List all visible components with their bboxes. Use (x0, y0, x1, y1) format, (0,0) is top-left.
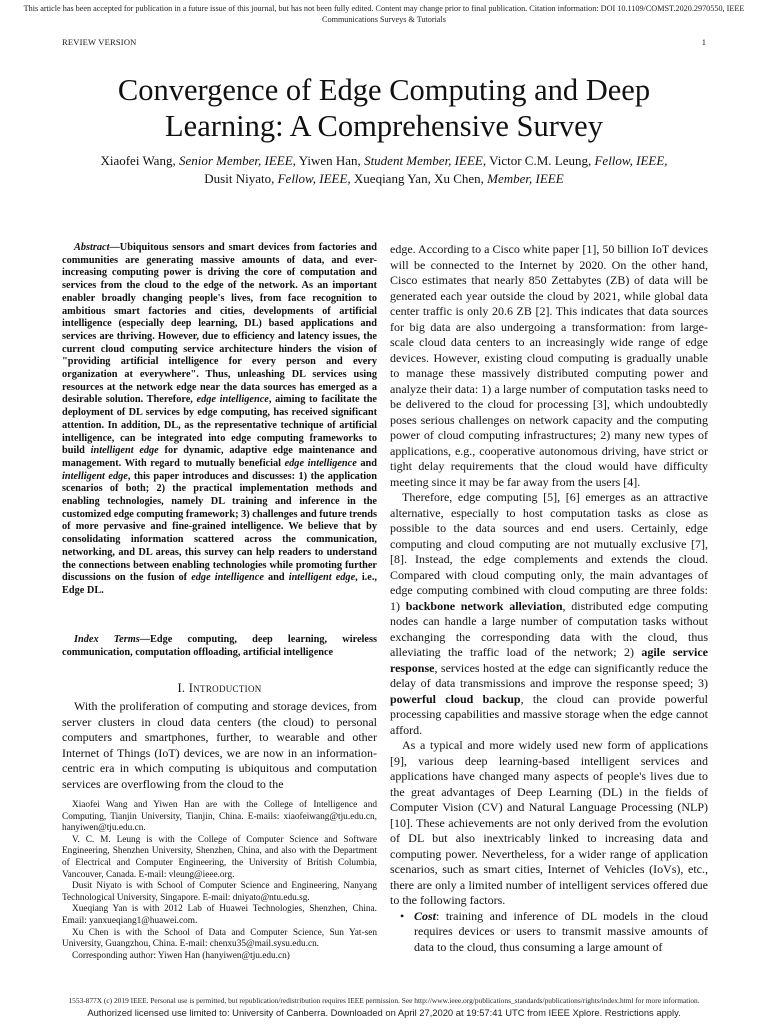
page-number: 1 (701, 37, 706, 47)
abstract-text: , i.e., Edge DL. (62, 572, 377, 596)
paper-title: Convergence of Edge Computing and Deep Learning: A Comprehensive Survey (117, 73, 651, 143)
body-paragraph: edge. According to a Cisco white paper [1], 50 billion IoT devices will be connected to the Internet by 2020. On the other hand, Cisco estimates that nearly 850 Zettabytes (ZB) of data will be generated each year outside the cloud by 2021, while global data center traffic is only 20.6 ZB [2]. This indicates that data sources for big data are also undergoing a transformation: from large-scale cloud data centers to an increasingly wide range of edge devices. However, existing cloud computing is gradually unable to manage these massively distributed computing power and analyze their data: 1) a large number of computation tasks need to be delivered to the cloud for processing [3], which undoubtedly poses serious challenges on network capacity and the computing power of cloud computing infrastructures; 2) many new types of applications, e.g., cooperative autonomous driving, have strict or tight delay requirements that the cloud would have difficulty meeting since it may be far away from the users [4]. (390, 242, 708, 489)
footnote: Xueqiang Yan is with 2012 Lab of Huawei Technologies, Shenzhen, China. Email: yanxueqiang1@huawei.com. (62, 904, 377, 926)
abstract-text: , aiming to facilitate the deployment of DL services by edge computing, has received significant attention. In addition, DL, as the representative technique of artificial intelligence, can be integrated into edge computing frameworks to build (62, 394, 377, 457)
author-name: Dusit Niyato, (204, 171, 275, 186)
index-terms (62, 634, 377, 659)
author-role: Fellow, IEEE, (277, 171, 351, 186)
review-version-label: REVIEW VERSION (62, 37, 137, 47)
author-name: Xueqiang Yan, Xu Chen, (353, 171, 484, 186)
bold-term: agile service response (390, 645, 708, 675)
author-list (70, 152, 698, 188)
section-heading (62, 681, 377, 696)
index-terms-text: —Edge computing, deep learning, wireless communication, computation offloading, artificial intelligence (62, 634, 377, 658)
abstract-text: for dynamic, adaptive edge maintenance and management. With regard to mutually beneficial (62, 445, 378, 469)
abstract-text: , this paper introduces and discusses: 1) the application scenarios of both; 2) the practical implementation methods and enabling technologies, namely DL training and inference in the customized edge computing framework; 3) challenges and future trends of more pervasive and fine-grained intelligence. We believe that by consolidating information scattered across the communication, networking, and DL areas, this survey can help readers to understand the connections between enabling technologies while promoting further discussions on the fusion of (62, 470, 377, 584)
list-item (390, 909, 708, 956)
abstract-emphasis: intelligent edge (288, 572, 356, 584)
license-footer: Authorized licensed use limited to: University of Canberra. Downloaded on April 27,2020 at 19:57:41 UTC from IEEE Xplore. Restrictions apply. (87, 1007, 681, 1018)
author-name: Xiaofei Wang, (100, 153, 176, 168)
abstract-heading: Abstract (74, 242, 110, 253)
author-role: Fellow, IEEE, (594, 153, 668, 168)
index-terms-heading: Index Terms (74, 634, 140, 645)
author-role: Senior Member, IEEE, (178, 153, 296, 168)
footnote: V. C. M. Leung is with the College of Computer Science and Software Engineering, Shenzhen University, Shenzhen, China, and also with the Department of Electrical and Computer Engineering, the University of British Columbia, Vancouver, Canada. E-mail: vleung@ieee.org. (62, 834, 377, 880)
section-title: Introduction (188, 681, 262, 695)
author-name: Yiwen Han, (298, 153, 361, 168)
footnote: Corresponding author: Yiwen Han (hanyiwen@tju.edu.cn) (72, 950, 290, 961)
abstract-text: —Ubiquitous sensors and smart devices from factories and communities are generating massive amounts of data, and ever-increasing computing power is driving the core of computation and services from the cloud to the edge of the network. As an important enabler broadly changing people's lives, from face recognition to ambitious smart factories and cities, developments of artificial intelligence (especially deep learning, DL) based applications and services are thriving. However, due to efficiency and latency issues, the current cloud computing service architecture hinders the vision of "providing artificial intelligence for every person and every organization at everywhere". Thus, unleashing DL services using resources at the network edge near the data sources has emerged as a desirable solution. Therefore, (62, 242, 377, 406)
copyright-footer: 1553-877X (c) 2019 IEEE. Personal use is permitted, but republication/redistribution requires IEEE permission. See http://www.ieee.org/publications_standards/publications/rights/index.html for more information. (68, 996, 700, 1005)
author-role: Student Member, IEEE, (364, 153, 487, 168)
abstract-emphasis: edge intelligence (191, 572, 264, 584)
footnote: Xiaofei Wang and Yiwen Han are with the College of Intelligence and Computing, Tianjin University, Tianjin, China. E-mails: xiaofeiwang@tju.edu.cn, hanyiwen@tju.edu.cn. (62, 800, 377, 834)
body-paragraph: As a typical and more widely used new form of applications [9], various deep learning-based intelligent services and applications have changed many aspects of people's lives due to the great advantages of Deep Learning (DL) in the fields of Computer Vision (CV) and Natural Language Processing (NLP) [10]. These achievements are not only derived from the evolution of DL but also inextricably linked to increasing data and computing power. Nevertheless, for a wider range of application scenarios, such as smart cities, Internet of Vehicles (IoVs), etc., there are only a limited number of intelligent services offered due to the following factors. (390, 738, 708, 907)
body-text: Therefore, edge computing [5], [6] emerges as an attractive alternative, especially to host computation tasks as close as possible to the data sources and end users. Certainly, edge computing and cloud computing are not mutually exclusive [7], [8]. Instead, the edge complements and extends the cloud. Compared with cloud computing only, the main advantages of edge computing combined with cloud computing are three folds: 1) (390, 490, 708, 613)
abstract-emphasis: edge intelligence (284, 457, 357, 469)
author-name: Victor C.M. Leung, (489, 153, 592, 168)
footnote: Dusit Niyato is with School of Computer Science and Engineering, Nanyang Technological University, Singapore. E-mail: dniyato@ntu.edu.sg. (62, 881, 377, 903)
body-text: , distributed edge computing nodes can handle a large number of computation tasks without exchanging the corresponding data with the cloud, thus alleviating the traffic load of the network; 2) (390, 598, 709, 659)
abstract-emphasis: intelligent edge (90, 445, 159, 457)
abstract-text: and (356, 457, 378, 469)
abstract-text: and (263, 572, 289, 584)
author-footnotes (62, 800, 377, 962)
bullet-text: : training and inference of DL models in the cloud requires devices or users to transmit massive amounts of data to the cloud, thus consuming a large amount of (414, 908, 708, 954)
body-text: , services hosted at the edge can significantly reduce the delay of data transmissions and improve the response speed; 3) (390, 660, 708, 690)
author-role: Member, IEEE (487, 171, 564, 186)
right-column (390, 242, 708, 955)
footnote: Xu Chen is with the School of Data and Computer Science, Sun Yat-sen University, Guangzhou, China. E-mail: chenxu35@mail.sysu.edu.cn. (62, 927, 377, 950)
section-number: I. (177, 681, 186, 695)
abstract-emphasis: edge intelligence (196, 394, 269, 406)
intro-paragraph: With the proliferation of computing and storage devices, from server clusters in cloud data centers (the cloud) to personal computers and smartphones, further, to wearable and other Internet of Things (IoT) devices, we are now in an information-centric era in which computing is ubiquitous and computation services are overflowing from the cloud to the (62, 699, 377, 791)
bold-term: powerful cloud backup (390, 691, 521, 706)
abstract (62, 242, 377, 598)
body-text: , the cloud can provide powerful processing capabilities and massive storage when the edge cannot afford. (390, 691, 708, 737)
body-paragraph (390, 490, 708, 738)
bold-term: backbone network alleviation (405, 598, 563, 613)
journal-notice: This article has been accepted for publication in a future issue of this journal, but has not been fully edited. Content may change prior to final publication. Citation information: DOI 10.1109/COMST.2020.2970550, IEEE Communications Surveys & Tutorials (23, 4, 745, 24)
abstract-emphasis: intelligent edge (62, 470, 128, 482)
bullet-lead: Cost (414, 908, 437, 923)
bullet-icon: • (400, 908, 405, 923)
